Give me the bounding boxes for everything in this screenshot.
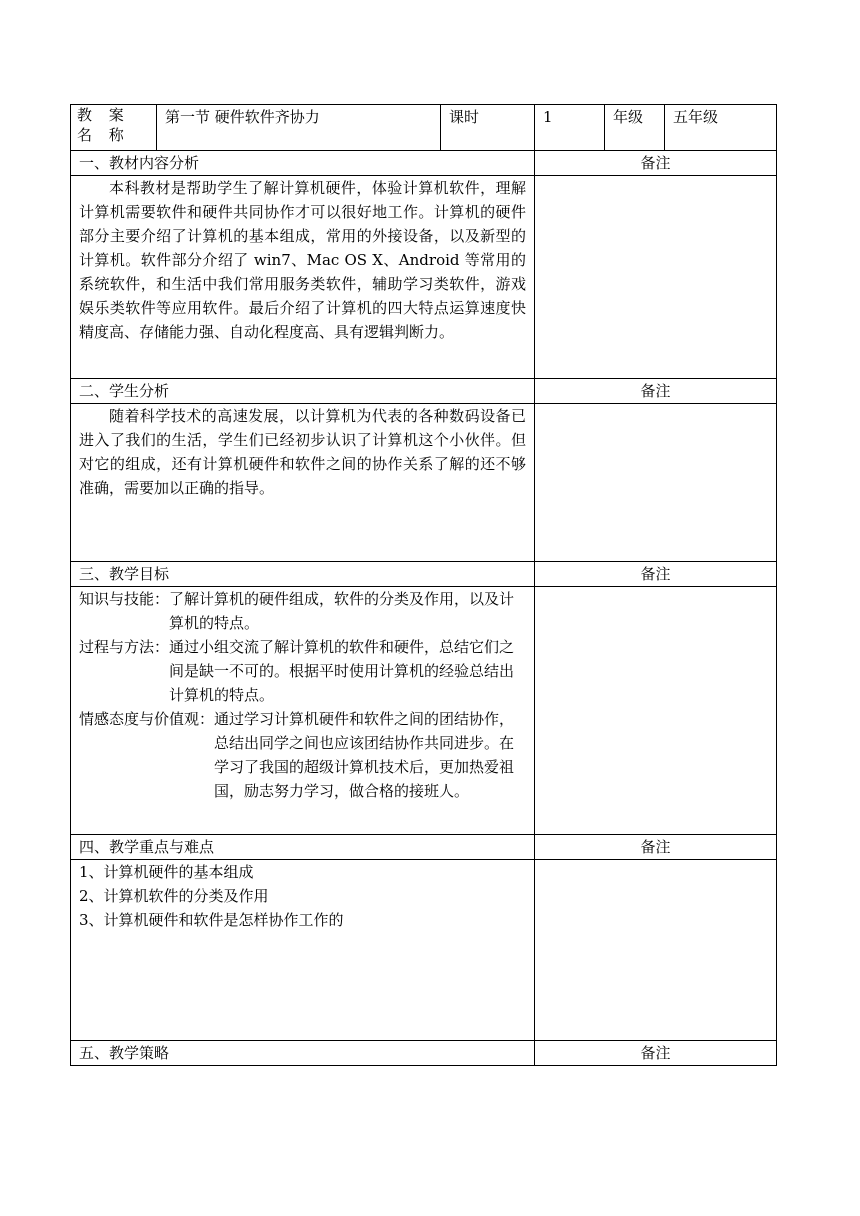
student-analysis-text: 随着科学技术的高速发展，以计算机为代表的各种数码设备已进入了我们的生活，学生们已经初步认识了计算机这个小伙伴。但对它的组成，还有计算机硬件和软件之间的协作关系了解的还不够准确，需要加以正确的指导。 bbox=[79, 407, 526, 497]
objective-item bbox=[79, 707, 526, 803]
objective-key: 知识与技能： bbox=[79, 590, 170, 608]
section-title: 一、教材内容分析 bbox=[71, 151, 535, 176]
notes-cell bbox=[535, 860, 777, 1041]
key-point-item: 2、计算机软件的分类及作用 bbox=[79, 887, 269, 905]
notes-label: 备注 bbox=[535, 1041, 777, 1066]
section-body-cell bbox=[71, 404, 535, 562]
grade-value: 五年级 bbox=[665, 105, 777, 151]
section-header-row bbox=[71, 379, 777, 404]
section-header-row bbox=[71, 835, 777, 860]
section-body-cell bbox=[71, 860, 535, 1041]
header-row bbox=[71, 105, 777, 151]
notes-label: 备注 bbox=[535, 151, 777, 176]
grade-label: 年级 bbox=[605, 105, 665, 151]
section-title: 五、教学策略 bbox=[71, 1041, 535, 1066]
objective-key: 过程与方法： bbox=[79, 638, 170, 656]
notes-label: 备注 bbox=[535, 379, 777, 404]
section-header-row bbox=[71, 1041, 777, 1066]
lesson-plan-table bbox=[70, 104, 777, 1066]
section-body-cell bbox=[71, 176, 535, 379]
key-point-item: 1、计算机硬件的基本组成 bbox=[79, 863, 254, 881]
period-label: 课时 bbox=[441, 105, 535, 151]
section-body-row bbox=[71, 587, 777, 835]
material-analysis-text: 本科教材是帮助学生了解计算机硬件，体验计算机软件，理解计算机需要软件和硬件共同协作才可以很好地工作。计算机的硬件部分主要介绍了计算机的基本组成，常用的外接设备，以及新型的计算机。软件部分介绍了 win7、Mac OS X、Android 等常用的系统软件，和生活中我们常用服务类软件，辅助学习类软件，游戏娱乐类软件等应用软件。最后介绍了计算机的四大特点运算速度快精度高、存储能力强、自动化程度高、具有逻辑判断力。 bbox=[79, 179, 526, 341]
objective-value: 了解计算机的硬件组成，软件的分类及作用，以及计算机的特点。 bbox=[169, 590, 515, 632]
objective-value: 通过学习计算机硬件和软件之间的团结协作，总结出同学之间也应该团结协作共同进步。在学习了我国的超级计算机技术后，更加热爱祖国，励志努力学习，做合格的接班人。 bbox=[214, 710, 515, 800]
notes-cell bbox=[535, 176, 777, 379]
notes-label: 备注 bbox=[535, 562, 777, 587]
objective-item bbox=[79, 635, 526, 707]
section-header-row bbox=[71, 151, 777, 176]
period-value: 1 bbox=[535, 105, 605, 151]
section-body-cell bbox=[71, 587, 535, 835]
section-body-row bbox=[71, 404, 777, 562]
objective-key: 情感态度与价值观： bbox=[79, 710, 215, 728]
section-title: 二、学生分析 bbox=[71, 379, 535, 404]
key-point-item: 3、计算机硬件和软件是怎样协作工作的 bbox=[79, 911, 344, 929]
section-body-row bbox=[71, 860, 777, 1041]
section-title: 四、教学重点与难点 bbox=[71, 835, 535, 860]
lesson-name-label: 教 案 名 称 bbox=[71, 105, 157, 151]
section-title: 三、教学目标 bbox=[71, 562, 535, 587]
notes-cell bbox=[535, 404, 777, 562]
lesson-title: 第一节 硬件软件齐协力 bbox=[157, 105, 441, 151]
notes-label: 备注 bbox=[535, 835, 777, 860]
notes-cell bbox=[535, 587, 777, 835]
section-body-row bbox=[71, 176, 777, 379]
section-header-row bbox=[71, 562, 777, 587]
objective-value: 通过小组交流了解计算机的软件和硬件，总结它们之间是缺一不可的。根据平时使用计算机的经验总结出计算机的特点。 bbox=[169, 638, 515, 704]
objective-item bbox=[79, 587, 526, 635]
